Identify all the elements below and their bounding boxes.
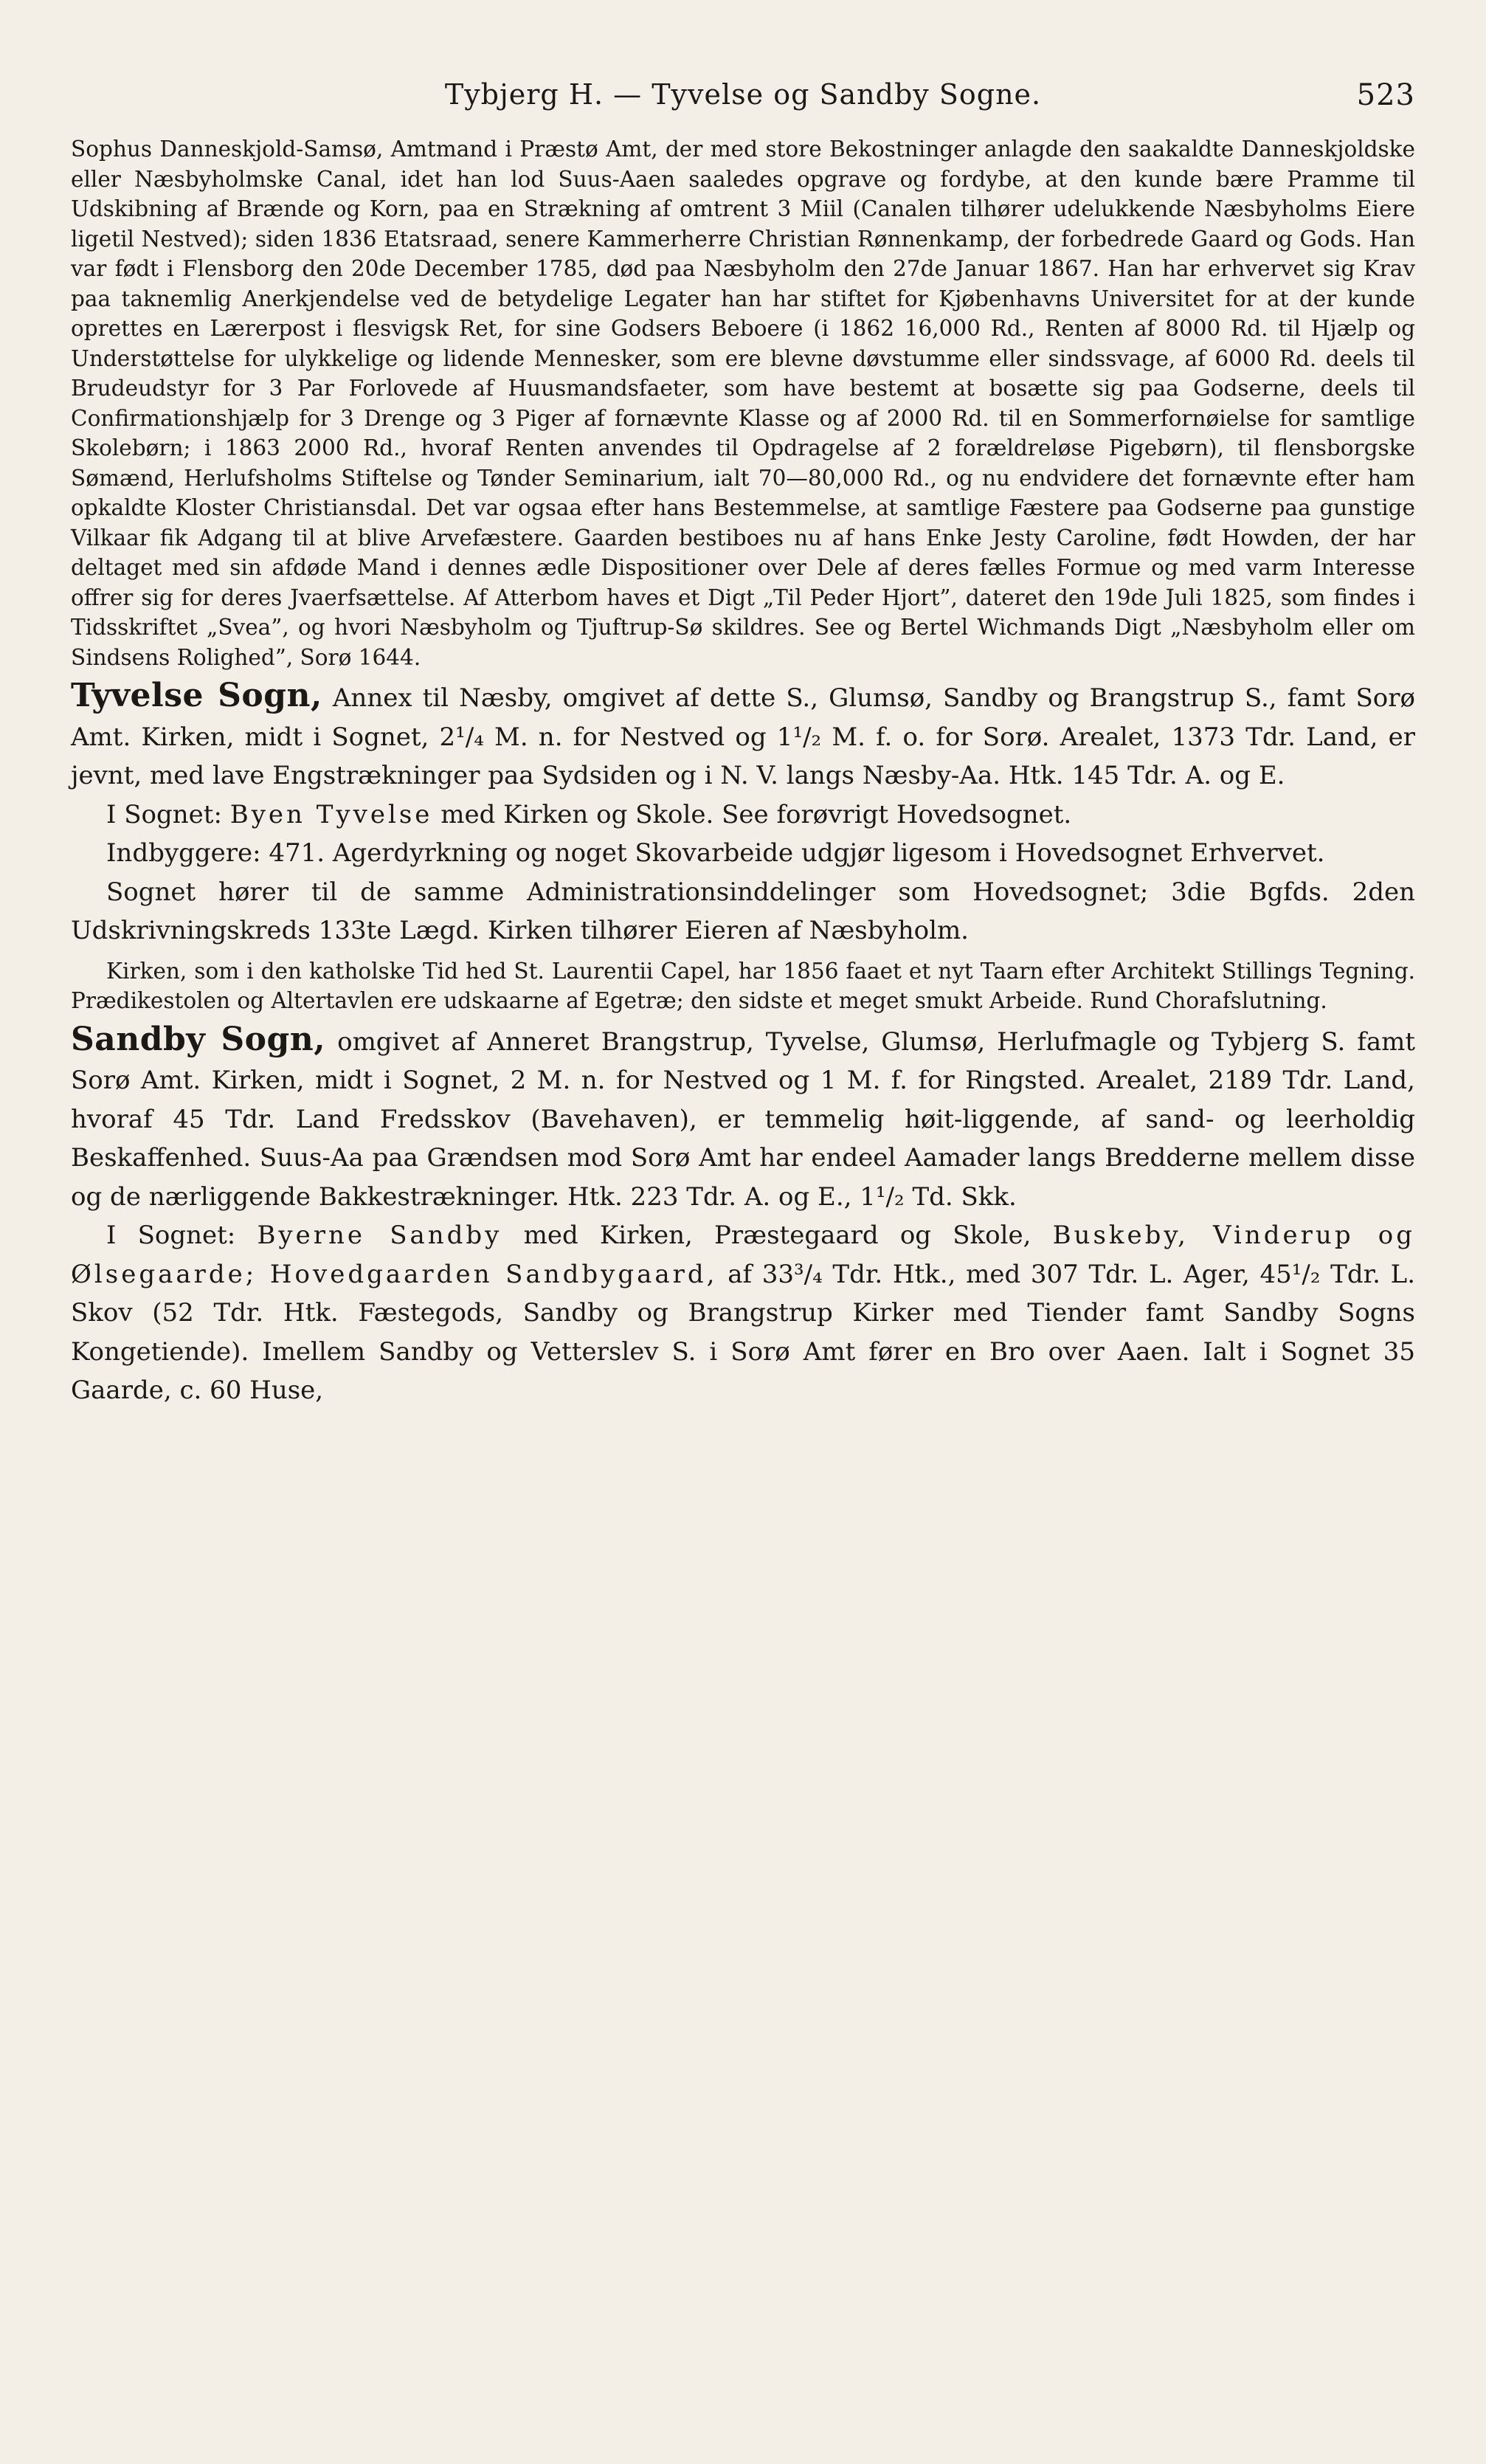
tyvelse-villages-name: Byen Tyvelse <box>229 799 433 829</box>
tyvelse-population: Indbyggere: 471. Agerdyrkning og noget Skovarbeide udgjør ligesom i Hovedsognet Erhvervet. <box>106 838 1325 868</box>
sandby-intro-paragraph <box>71 1021 1415 1217</box>
sandby-villages-mid-1: med Kirken, Præstegaard og Skole, <box>523 1221 1031 1250</box>
header-title: Tybjerg H. — Tyvelse og Sandby Sogne. <box>444 78 1042 111</box>
tyvelse-intro-text: Annex til Næsby, omgivet af dette S., Glumsø, Sandby og Brangstrup S., famt Sorø Amt. Kirken, midt i Sognet, 2¹/₄ M. n. for Nestved og 1¹/₂ M. f. o. for Sorø. Arealet, 1373 Tdr. Land, er jevnt, med lave Engstrækninger paa Sydsiden og i N. V. langs Næsby-Aa. Htk. 145 Tdr. A. og E. <box>71 683 1415 790</box>
page <box>71 71 1415 1410</box>
tyvelse-villages-paragraph <box>71 796 1415 835</box>
tyvelse-heading: Tyvelse Sogn, <box>71 677 322 714</box>
tyvelse-villages-label: I Sognet: <box>106 799 222 829</box>
tyvelse-church-note: Kirken, som i den katholske Tid hed St. Laurentii Capel, har 1856 faaet et nyt Taarn efter Architekt Stillings Tegning. Prædikestolen og Altertavlen ere udskaarne af Egetræ; den sidste et meget smukt Arbeide. Rund Chorafslutning. <box>71 958 1415 1013</box>
sandby-heading: Sandby Sogn, <box>71 1020 326 1058</box>
sandby-villages-label: I Sognet: <box>106 1221 236 1250</box>
sandby-intro-text: omgivet af Anneret Brangstrup, Tyvelse, Glumsø, Herlufmagle og Tybjerg S. famt Sorø Amt. Kirken, midt i Sognet, 2 M. n. for Nestved og 1 M. f. for Ringsted. Arealet, 2189 Tdr. Land, hvoraf 45 Tdr. Land Fredsskov (Bavehaven), er temmelig høit-liggende, af sand- og leerholdig Beskaffenhed. Suus-Aa paa Grændsen mod Sorø Amt har endeel Aamader langs Bredderne mellem disse og de nærliggende Bakkestrækninger. Htk. 223 Tdr. A. og E., 1¹/₂ Td. Skk. <box>71 1026 1416 1212</box>
intro-paragraph: Sophus Danneskjold-Samsø, Amtmand i Præstø Amt, der med store Bekostninger anlagde den saakaldte Danneskjoldske eller Næsbyholmske Canal, idet han lod Suus-Aaen saaledes opgrave og fordybe, at den kunde bære Pramme til Udskibning af Brænde og Korn, paa en Strækning af omtrent 3 Miil (Canalen tilhører udelukkende Næsbyholms Eiere ligetil Nestved); siden 1836 Etatsraad, senere Kammerherre Christian Rønnenkamp, der forbedrede Gaard og Gods. Han var født i Flensborg den 20de December 1785, død paa Næsbyholm den 27de Januar 1867. Han har erhvervet sig Krav paa taknemlig Anerkjendelse ved de betydelige Legater han har stiftet for Kjøbenhavns Universitet for at der kunde oprettes en Lærerpost i flesvigsk Ret, for sine Godsers Beboere (i 1862 16,000 Rd., Renten af 8000 Rd. til Hjælp og Understøttelse for ulykkelige og lidende Mennesker, som ere blevne døvstumme eller sindssvage, af 6000 Rd. deels til Brudeudstyr for 3 Par Forlovede af Huusmandsfaeter, som have bestemt at bosætte sig paa Godserne, deels til Confirmationshjælp for 3 Drenge og 3 Piger af fornævnte Klasse og af 2000 Rd. til en Sommerfornøielse for samtlige Skolebørn; i 1863 2000 Rd., hvoraf Renten anvendes til Opdragelse af 2 forældreløse Pigebørn), til flensborgske Sømænd, Herlufsholms Stiftelse og Tønder Seminarium, ialt 70—80,000 Rd., og nu endvidere det fornævnte efter ham opkaldte Kloster Christiansdal. Det var ogsaa efter hans Bestemmelse, at samtlige Fæstere paa Godserne paa gunstige Vilkaar fik Adgang til at blive Arvefæstere. Gaarden bestiboes nu af hans Enke Jesty Caroline, født Howden, der har deltaget med sin afdøde Mand i dennes ædle Dispositioner over Dele af deres fælles Formue og med varm Interesse offrer sig for deres Jvaerfsættelse. Af Atterbom haves et Digt „Til Peder Hjort”, dateret den 19de Juli 1825, som findes i Tidsskriftet „Svea”, og hvori Næsbyholm og Tjuftrup-Sø skildres. See og Bertel Wichmands Digt „Næsbyholm eller om Sindsens Rolighed”, Sorø 1644. <box>71 137 1415 670</box>
page-number: 523 <box>1356 78 1415 112</box>
tyvelse-administration: Sognet hører til de samme Administrationsinddelinger som Hovedsognet; 3die Bgfds. 2den Udskrivningskreds 133te Lægd. Kirken tilhører Eieren af Næsbyholm. <box>71 877 1415 945</box>
sandby-villages-paragraph <box>71 1216 1415 1410</box>
sandby-villages-name-1: Byerne Sandby <box>257 1221 502 1250</box>
tyvelse-villages-rest: med Kirken og Skole. See forøvrigt Hovedsognet. <box>440 799 1072 829</box>
sandby-villages-name-2: Buskeby, Vinderup og Ølsegaarde; Hovedgaarden Sandbygaard, <box>71 1221 1415 1289</box>
tyvelse-intro-paragraph <box>71 677 1415 796</box>
running-header <box>71 71 1415 122</box>
sandby-villages-rest: af 33³/₄ Tdr. Htk., med 307 Tdr. L. Ager, 45¹/₂ Tdr. L. Skov (52 Tdr. Htk. Fæstegods, Sandby og Brangstrup Kirker med Tiender famt Sandby Sogns Kongetiende). Imellem Sandby og Vetterslev S. i Sorø Amt fører en Bro over Aaen. Ialt i Sognet 35 Gaarde, c. 60 Huse, <box>71 1259 1415 1405</box>
